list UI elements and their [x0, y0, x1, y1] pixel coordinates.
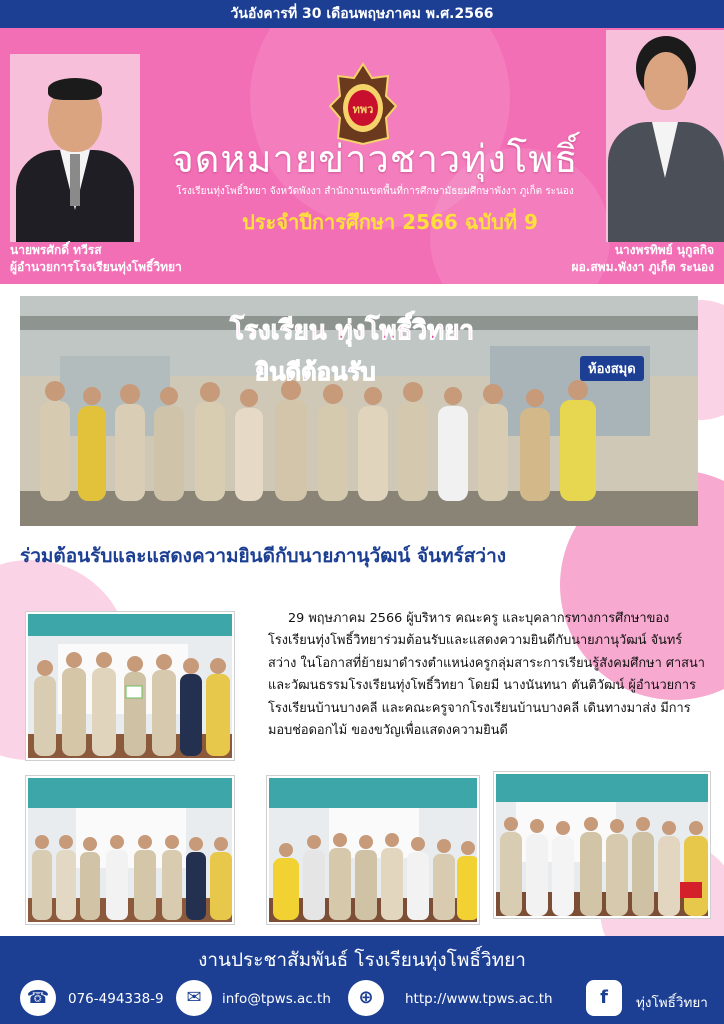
footer-title: งานประชาสัมพันธ์ โรงเรียนทุ่งโพธิ์วิทยา — [198, 949, 526, 971]
area-director-portrait — [606, 30, 724, 242]
phone-icon: ☎ — [20, 980, 56, 1016]
date-bar: วันอังคารที่ 30 เดือนพฤษภาคม พ.ศ.2566 — [0, 0, 724, 28]
footer-website[interactable]: http://www.tpws.ac.th — [405, 991, 553, 1007]
photo-group-stage — [26, 776, 234, 924]
area-director-caption — [572, 242, 714, 276]
director-name: นายพรศักดิ์ ทวีรส — [10, 243, 102, 257]
email-icon: ✉ — [176, 980, 212, 1016]
article-paragraph: 29 พฤษภาคม 2566 ผู้บริหาร คณะครู และบุคลากรทางการศึกษาของโรงเรียนทุ่งโพธิ์วิทยาร่วมต้อนรับและแสดงความยินดีกับนายภานุวัฒน์ จันทร์สว่าง ในโอกาสที่ย้ายมาดำรงตำแหน่งครูกลุ่มสาระการเรียนรู้สังคมศึกษา ศาสนาและวัฒนธรรมโรงเรียนทุ่งโพธิ์วิทยา โดยมี นางนันทนา ตันติวัฒน์ ผู้อำนวยการโรงเรียนบ้านบางคลี และคณะครูจากโรงเรียนบ้านบางคลี เดินทางมาส่ง มีการมอบช่อดอกไม้ ของขวัญเพื่อแสดงความยินดี — [268, 611, 705, 739]
globe-icon: ⊕ — [348, 980, 384, 1016]
newsletter-subtitle: โรงเรียนทุ่งโพธิ์วิทยา จังหวัดพังงา สำนักงานเขตพื้นที่การศึกษามัธยมศึกษาพังงา ภูเก็ต ระนอง — [176, 186, 574, 197]
footer-email[interactable]: info@tpws.ac.th — [222, 991, 331, 1007]
area-director-name: นางพรทิพย์ นุกูลกิจ — [614, 243, 714, 257]
logo-lettering: ทพว — [352, 103, 374, 116]
main-group-photo — [20, 296, 698, 526]
area-director-position: ผอ.สพม.พังงา ภูเก็ต ระนอง — [571, 260, 714, 274]
footer-facebook[interactable]: ทุ่งโพธิ์วิทยา — [636, 995, 708, 1011]
article-body — [268, 608, 708, 742]
facebook-icon[interactable]: f — [586, 980, 622, 1016]
sign-library: ห้องสมุด — [580, 356, 644, 381]
issue-label: ประจำปีการศึกษา 2566 ฉบับที่ 9 — [242, 210, 538, 234]
director-position: ผู้อำนวยการโรงเรียนทุ่งโพธิ์วิทยา — [10, 260, 182, 274]
photo-group-cheer — [267, 776, 479, 924]
article-headline: ร่วมต้อนรับและแสดงความยินดีกับนายภานุวัฒน์ จันทร์สว่าง — [20, 545, 507, 567]
director-caption — [10, 242, 182, 276]
newsletter-title: จดหมายข่าวชาวทุ่งโพธิ์ — [171, 137, 579, 181]
photo-gift-presentation — [494, 772, 710, 918]
footer-phone: 076-494338-9 — [68, 991, 164, 1007]
photo-flower-presentation — [26, 612, 234, 760]
sign-welcome: ยินดีต้อนรับ — [255, 358, 376, 386]
sign-school-name: โรงเรียน ทุ่งโพธิ์วิทยา — [230, 316, 474, 346]
director-portrait — [10, 54, 140, 242]
